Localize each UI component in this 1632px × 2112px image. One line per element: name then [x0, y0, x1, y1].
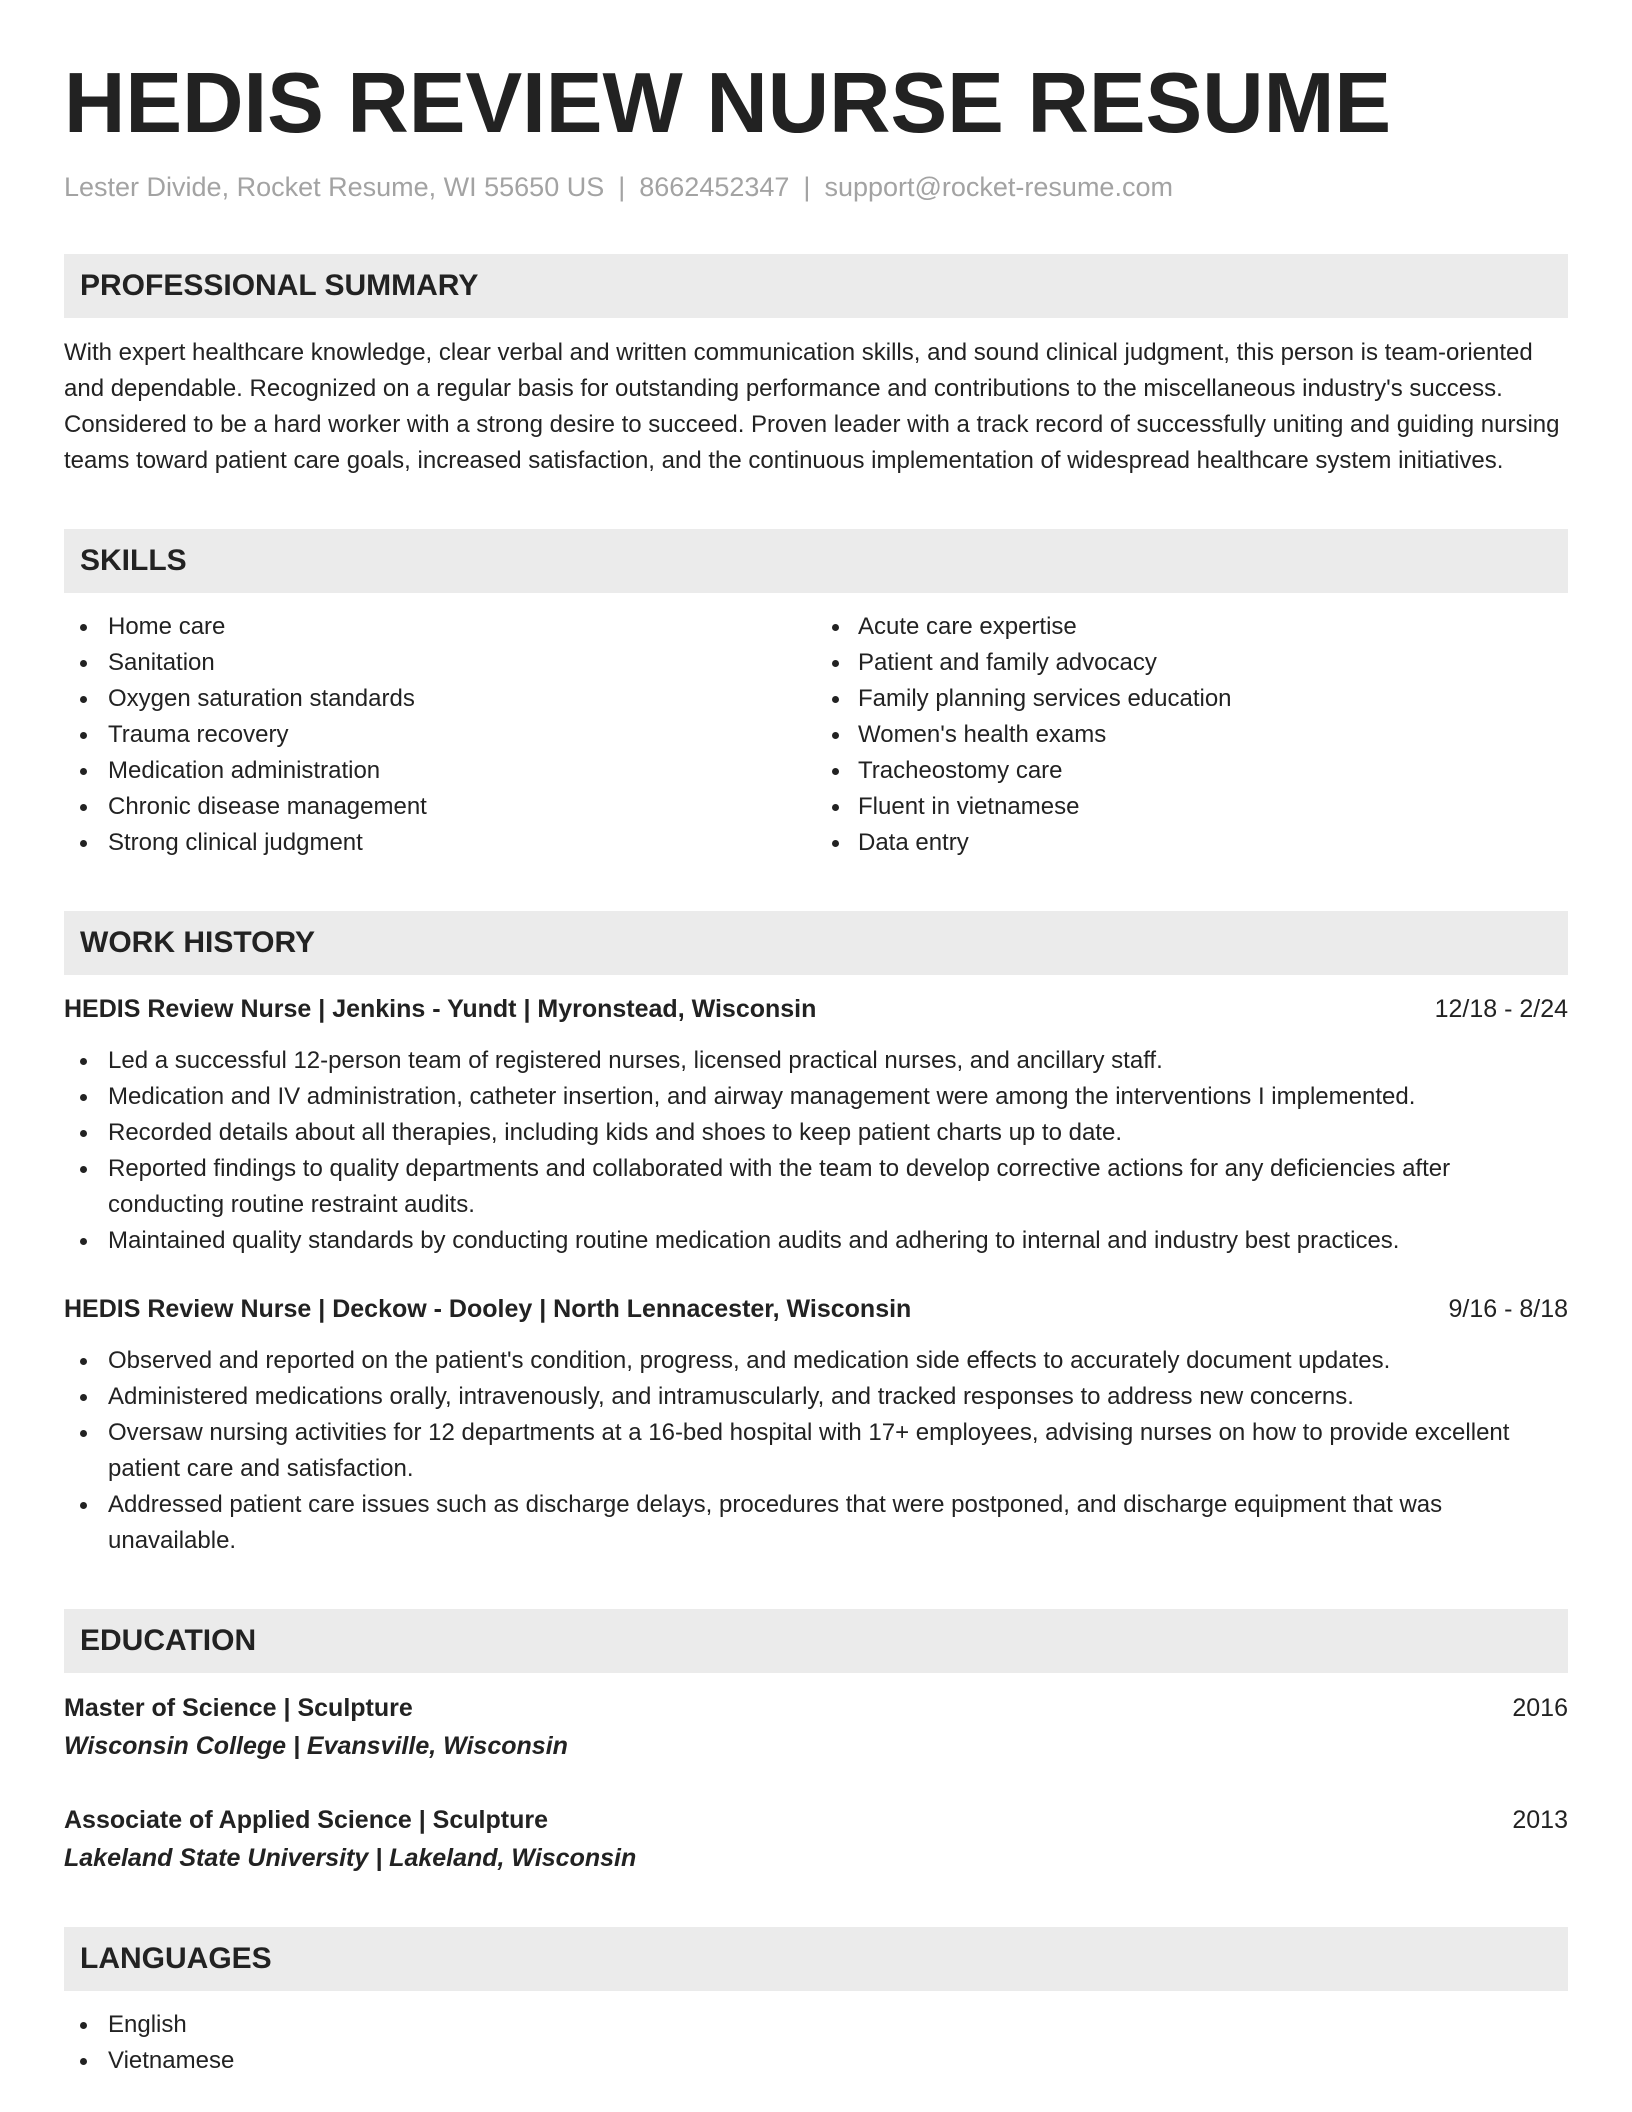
education-header — [64, 1801, 1568, 1839]
skill-item: Chronic disease management — [64, 789, 816, 825]
job-bullet: Led a successful 12-person team of registered nurses, licensed practical nurses, and ancillary staff. — [64, 1043, 1568, 1079]
job-dates: 12/18 - 2/24 — [1434, 995, 1568, 1023]
contact-email: support@rocket-resume.com — [824, 172, 1173, 202]
contact-address: Lester Divide, Rocket Resume, WI 55650 US — [64, 172, 605, 202]
section-heading-skills: SKILLS — [64, 529, 1568, 593]
skill-item: Acute care expertise — [816, 609, 1568, 645]
education-degree: Associate of Applied Science | Sculpture — [64, 1806, 548, 1834]
language-item: Vietnamese — [64, 2043, 1568, 2079]
languages-list — [64, 2007, 1568, 2079]
summary-text: With expert healthcare knowledge, clear verbal and written communication skills, and sound clinical judgment, this person is team-oriented and dependable. Recognized on a regular basis for outstanding performance and contributions to the miscellaneous industry's success. Considered to be a hard worker with a strong desire to succeed. Proven leader with a track record of successfully uniting and guiding nursing teams toward patient care goals, increased satisfaction, and the continuous implementation of widespread healthcare system initiatives. — [64, 339, 1560, 474]
skill-item: Patient and family advocacy — [816, 645, 1568, 681]
section-heading-summary: PROFESSIONAL SUMMARY — [64, 254, 1568, 318]
job-header — [64, 991, 1568, 1027]
contact-separator: | — [618, 172, 626, 202]
education-school: Lakeland State University | Lakeland, Wisconsin — [64, 1844, 637, 1872]
skill-item: Medication administration — [64, 753, 816, 789]
section-heading-education: EDUCATION — [64, 1609, 1568, 1673]
resume-page — [64, 58, 1568, 2079]
job-bullet: Oversaw nursing activities for 12 departments at a 16-bed hospital with 17+ employees, advising nurses on how to provide excellent patient care and satisfaction. — [64, 1415, 1568, 1487]
section-heading-languages: LANGUAGES — [64, 1927, 1568, 1991]
skill-item: Home care — [64, 609, 816, 645]
skill-item: Oxygen saturation standards — [64, 681, 816, 717]
job-bullets — [64, 1343, 1568, 1559]
skill-item: Data entry — [816, 825, 1568, 861]
education-header — [64, 1689, 1568, 1727]
job-bullet: Administered medications orally, intravenously, and intramuscularly, and tracked responses to address new concerns. — [64, 1379, 1568, 1415]
skill-item: Fluent in vietnamese — [816, 789, 1568, 825]
education-year: 2016 — [1512, 1694, 1568, 1722]
job-bullets — [64, 1043, 1568, 1259]
contact-line — [64, 170, 1568, 204]
skills-column-right — [816, 609, 1568, 861]
education-entry — [64, 1801, 1568, 1877]
job-bullet: Reported findings to quality departments and collaborated with the team to develop corrective actions for any deficiencies after conducting routine restraint audits. — [64, 1151, 1568, 1223]
contact-separator: | — [803, 172, 811, 202]
job-bullet: Medication and IV administration, catheter insertion, and airway management were among the interventions I implemented. — [64, 1079, 1568, 1115]
job-bullet: Recorded details about all therapies, including kids and shoes to keep patient charts up to date. — [64, 1115, 1568, 1151]
job-bullet: Observed and reported on the patient's condition, progress, and medication side effects to accurately document updates. — [64, 1343, 1568, 1379]
job-entry — [64, 1291, 1568, 1559]
job-title: HEDIS Review Nurse | Deckow - Dooley | North Lennacester, Wisconsin — [64, 1295, 912, 1323]
resume-title: HEDIS REVIEW NURSE RESUME — [64, 56, 1392, 151]
education-year: 2013 — [1512, 1806, 1568, 1834]
contact-phone: 8662452347 — [639, 172, 790, 202]
job-dates: 9/16 - 8/18 — [1448, 1295, 1568, 1323]
language-item: English — [64, 2007, 1568, 2043]
skill-item: Women's health exams — [816, 717, 1568, 753]
skill-item: Strong clinical judgment — [64, 825, 816, 861]
education-school: Wisconsin College | Evansville, Wisconsin — [64, 1732, 568, 1760]
job-entry — [64, 991, 1568, 1259]
skill-item: Trauma recovery — [64, 717, 816, 753]
section-heading-work-history: WORK HISTORY — [64, 911, 1568, 975]
education-entry — [64, 1689, 1568, 1765]
job-bullet: Addressed patient care issues such as discharge delays, procedures that were postponed, and discharge equipment that was unavailable. — [64, 1487, 1568, 1559]
skills-column-left — [64, 609, 816, 861]
job-header — [64, 1291, 1568, 1327]
job-bullet: Maintained quality standards by conducting routine medication audits and adhering to internal and industry best practices. — [64, 1223, 1568, 1259]
education-degree: Master of Science | Sculpture — [64, 1694, 413, 1722]
skills-list — [64, 609, 1568, 861]
job-title: HEDIS Review Nurse | Jenkins - Yundt | Myronstead, Wisconsin — [64, 995, 817, 1023]
skill-item: Sanitation — [64, 645, 816, 681]
skill-item: Family planning services education — [816, 681, 1568, 717]
skill-item: Tracheostomy care — [816, 753, 1568, 789]
